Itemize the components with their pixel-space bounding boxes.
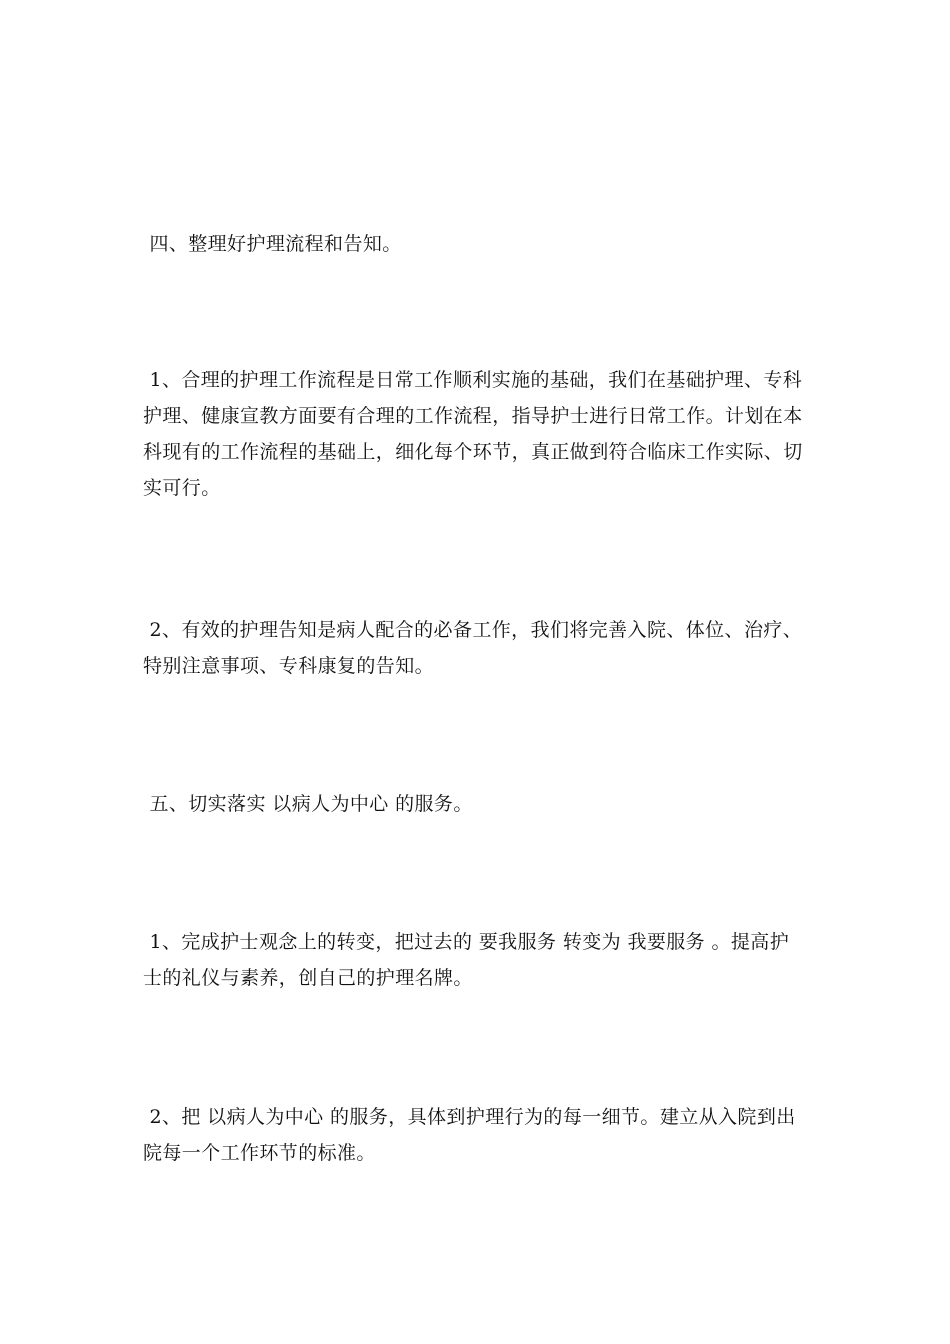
section-heading-5: 五、切实落实 以病人为中心 的服务。	[143, 793, 473, 815]
paragraph-4-1: 1、合理的护理工作流程是日常工作顺利实施的基础，我们在基础护理、专科护理、健康宣教方面要有合理的工作流程，指导护士进行日常工作。计划在本科现有的工作流程的基础上，细化每个环节，真正做到符合临床工作实际、切实可行。	[143, 369, 803, 499]
section-heading-4: 四、整理好护理流程和告知。	[143, 233, 402, 255]
paragraph-4-2: 2、有效的护理告知是病人配合的必备工作，我们将完善入院、体位、治疗、特别注意事项、专科康复的告知。	[143, 619, 803, 677]
paragraph-5-2: 2、把 以病人为中心 的服务，具体到护理行为的每一细节。建立从入院到出院每一个工作环节的标准。	[143, 1106, 796, 1164]
paragraph-5-1: 1、完成护士观念上的转变，把过去的 要我服务 转变为 我要服务 。提高护士的礼仪与素养，创自己的护理名牌。	[143, 931, 790, 989]
